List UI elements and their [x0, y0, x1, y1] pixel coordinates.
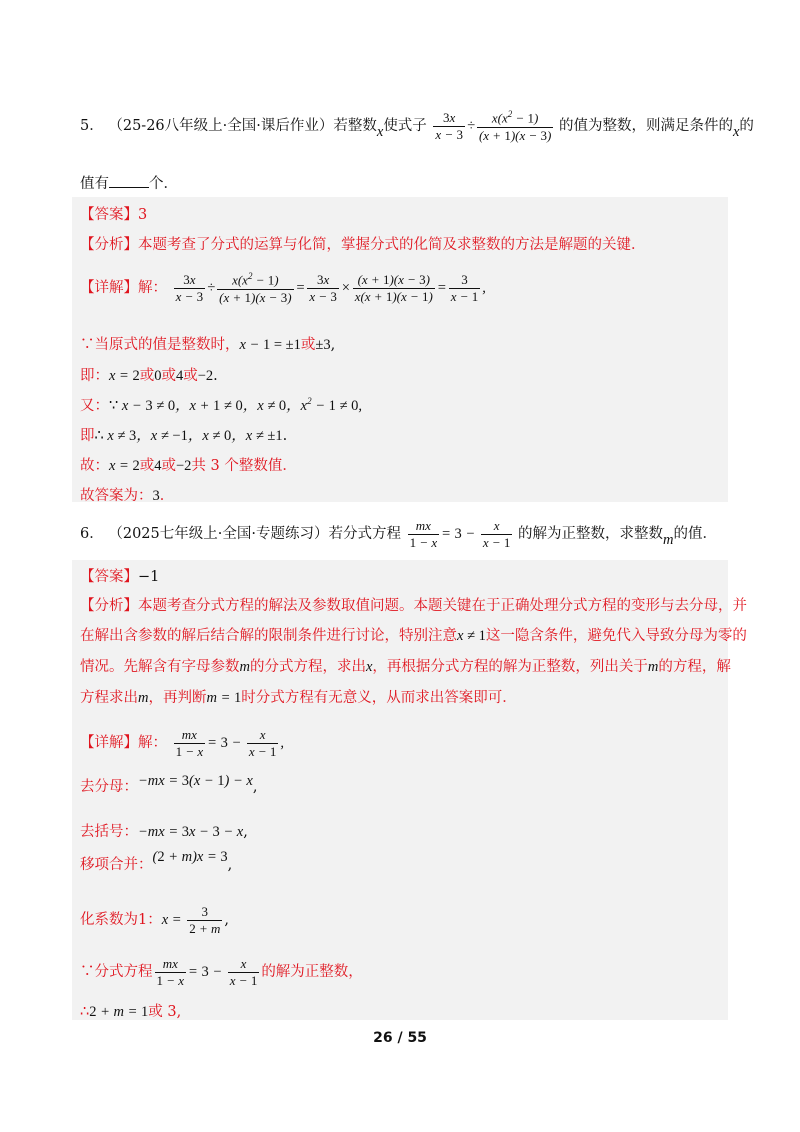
q6-number: 6． [80, 526, 104, 542]
a6-step5: ∵分式方程 $\frac{mx}{1 - x}$ = 3 − $\frac{x}{x - 1}$ 的解为正整数， [80, 955, 363, 989]
q5-source: （25-26八年级上·全国·课后作业） [108, 118, 334, 134]
analysis-label: 【分析】 [80, 598, 138, 614]
q5-line2: 值有 个． [80, 176, 178, 192]
a6-analysis-1: 【分析】本题考查分式方程的解法及参数取值问题。本题关键在于正确处理分式方程的变形与去分母，并 [80, 598, 747, 614]
a6-answer: 【答案】−1 [80, 569, 160, 585]
q6-source: （2025七年级上·全国·专题练习） [108, 526, 329, 542]
q5-number: 5． [80, 118, 104, 134]
a6-step2: 去括号：−mx = 3x − 3 − x, [80, 824, 248, 840]
a6-step6: ∴2 + m = 1或 3, [80, 1004, 182, 1020]
a5-line-l2: 即：x = 2或0或4或−2. [80, 368, 218, 384]
a6-analysis-4: 方程求出m，再判断m = 1时分式方程有无意义，从而求出答案即可． [80, 690, 517, 706]
a5-detail-line: 【详解】解： $\frac{3x}{x - 3}$ ÷ $\frac{x(x^2 - 1)}{(x + 1)(x - 3)}$ = $\frac{3x}{x - 3}$ × $\frac{(x + 1)(x - 3)}{x(x + 1)(x - 1)}$ = $\frac{3}{x - 1}$ , [80, 271, 486, 305]
a5-line-l3: 又：∵ x − 3 ≠ 0，x + 1 ≠ 0，x ≠ 0，$x^2 - 1 \ne 0$, [80, 396, 362, 414]
a5-line-l1: ∵当原式的值是整数时，x − 1 = ±1或±3, [80, 337, 336, 353]
a5-answer: 【答案】3 [80, 207, 148, 223]
a6-detail-line: 【详解】解： $\frac{mx}{1 - x}$ = 3 − $\frac{x}{x - 1}$ , [80, 726, 285, 760]
detail-label: 【详解】 [80, 735, 138, 751]
q5-line1: 5． （25-26八年级上·全国·课后作业）若整数x使式子 $\frac{3x}{x - 3}$ ÷ $\frac{x(x^2 - 1)}{(x + 1)(x - 3)}$ 的值为整数，则满足条件的x的 [80, 109, 754, 143]
detail-label: 【详解】 [80, 280, 138, 296]
a6-analysis-2: 在解出含参数的解后结合解的限制条件进行讨论，特别注意x ≠ 1这一隐含条件，避免代入导致分母为零的 [80, 628, 747, 644]
answer-label: 【答案】 [80, 569, 138, 585]
a5-simplify-expression: $\frac{3x}{x - 3}$ ÷ $\frac{x(x^2 - 1)}{(x + 1)(x - 3)}$ = $\frac{3x}{x - 3}$ × $\frac{(x + 1)(x - 3)}{x(x + 1)(x - 1)}$ = $\frac{3}{x - 1}$ , [175, 271, 486, 305]
answer-blank [109, 175, 149, 188]
a5-analysis: 【分析】本题考查了分式的运算与化简，掌握分式的化简及求整数的方法是解题的关键． [80, 237, 646, 253]
a5-line-l4: 即∴ x ≠ 3，x ≠ −1，x ≠ 0，x ≠ ±1. [80, 428, 288, 444]
q6-equation: $\frac{mx}{1 - x}$ = 3 − $\frac{x}{x - 1}$ [409, 517, 511, 551]
a5-line-l6: 故答案为：3． [80, 488, 175, 504]
page-number: 26 / 55 [373, 1030, 427, 1046]
a6-step1: 去分母：−mx = 3(x − 1) − x, [80, 773, 258, 795]
q6-line1: 6． （2025七年级上·全国·专题练习）若分式方程 $\frac{mx}{1 - x}$ = 3 − $\frac{x}{x - 1}$ 的解为正整数，求整数m的值． [80, 517, 717, 551]
a6-step3: 移项合并：(2 + m)x = 3, [80, 849, 233, 873]
a5-line-l5: 故：x = 2或4或−2共 3 个整数值． [80, 458, 297, 474]
q5-expression: $\frac{3x}{x - 3}$ ÷ $\frac{x(x^2 - 1)}{(x + 1)(x - 3)}$ [435, 109, 552, 143]
a6-step4: 化系数为1：x = $\frac{3}{2 + m}$ , [80, 903, 229, 937]
analysis-label: 【分析】 [80, 237, 138, 253]
a6-analysis-3: 情况。先解含有字母参数m的分式方程，求出x，再根据分式方程的解为正整数，列出关于m的方程，解 [80, 659, 731, 675]
answer-label: 【答案】 [80, 207, 138, 223]
